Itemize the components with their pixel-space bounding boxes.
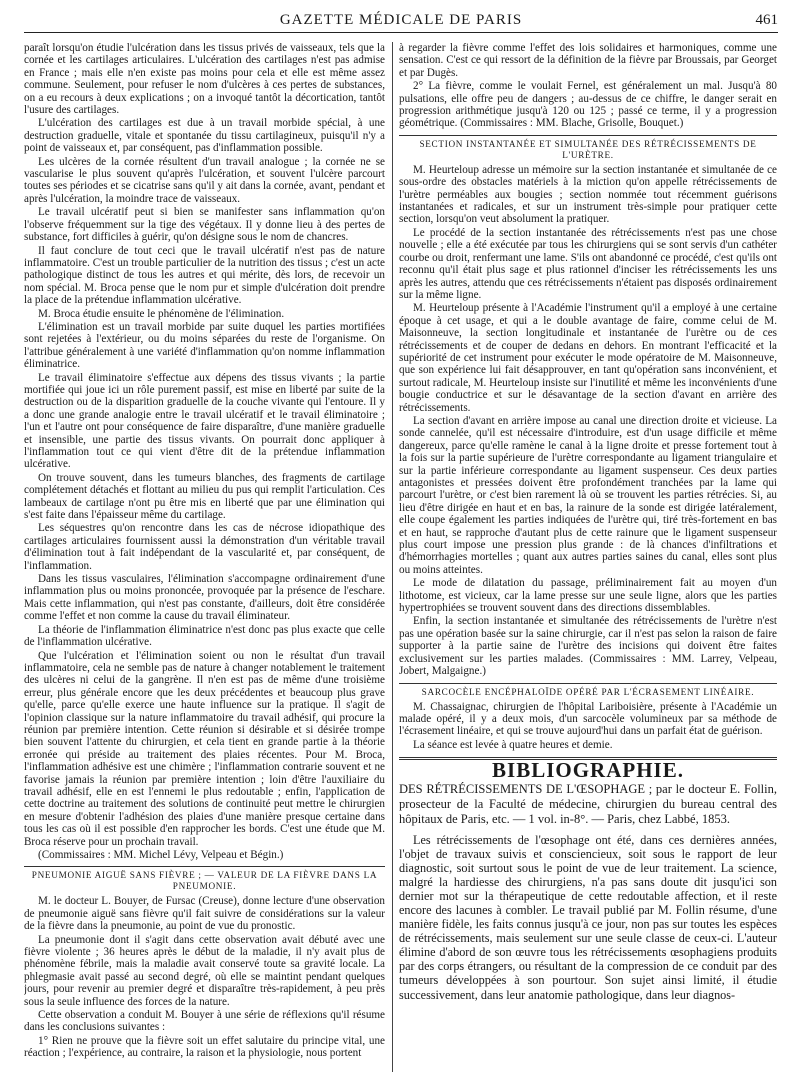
paragraph: M. le docteur L. Bouyer, de Fursac (Creuse), donne lecture d'une observation de pneumonie aiguë sans fièvre qu'il fait suivre de considérations sur la valeur de la fièvre dans la pneumonie, au point de vue du pronostic. [24,895,385,933]
bibliography-title: BIBLIOGRAPHIE. [492,758,684,783]
paragraph: Que l'ulcération et l'élimination soient ou non le résultat d'un travail inflammatoire, cela ne semble pas de nature à changer notablement le traitement des ulcères ni celui de la gangrène. Il n'en est pas de même d'une troisième erreur, plus générale encore que les deux précédentes et beaucoup plus grave qu'elle, parce qu'elle exerce une haute influence sur la pratique. Il s'agit de l'opinion classique sur la nature inflammatoire du travail adhésif, qui procure la réunion par première intention. Cette réunion si désirable et si désirée trompe bien souvent l'attente du chirurgien, et cela tient en grande partie à la théorie erronée qui préside au traitement des plaies récentes. Pour M. Broca, l'inflammation adhésive est une chimère ; l'inflammation contrarie souvent et ne favorise jamais la réunion par première intention ; loin d'être l'auxiliaire du travail adhésif, elle en est l'ennemi le plus redoutable ; enfin, l'application de cette doctrine au traitement des solutions de continuité peut mettre le chirurgien en mesure d'obtenir l'adhésion des plaies d'une manière presque certaine dans tous les cas où il est possible d'en rapprocher les bords. C'est une étude que M. Broca réserve pour un prochain travail. [24,649,385,848]
paragraph: L'élimination est un travail morbide par suite duquel les parties mortifiées sont rejetées à l'extérieur, ou du moins séparées du reste de l'organisme. On l'attribue généralement à une variété d'inflammation qu'on nomme inflammation éliminatrice. [24,320,385,371]
column-divider [392,42,393,1072]
paragraph: 1° Rien ne prouve que la fièvre soit un effet salutaire du principe vital, une réaction ; l'expérience, au contraire, la raison et la physiologie, nous portent [24,1034,385,1060]
section-heading: SECTION INSTANTANÉE ET SIMULTANÉE DES RÉTRÉCISSEMENTS DE L'URÈTRE. [399,135,777,161]
left-column [24,42,385,1074]
page-header [24,10,778,33]
paragraph: M. Chassaignac, chirurgien de l'hôpital Lariboisière, présente à l'Académie un malade opéré, il y a deux mois, d'un sarcocèle volumineux par sa méthode de l'écrasement linéaire, et qui se trouve aujourd'hui dans un parfait état de guérison. [399,700,777,738]
paragraph: On trouve souvent, dans les tumeurs blanches, des fragments de cartilage complétement détachés et flottant au milieu du pus qui remplit l'articulation. Ces lambeaux de cartilage n'ont pu être mis en liberté que par une élimination qui s'est faite dans l'épaisseur même du cartilage. [24,471,385,522]
paragraph: Le procédé de la section instantanée des rétrécissements n'est pas une chose nouvelle ; elle a été exécutée par tous les chirurgiens qui se sont servis d'un cathéter courbe ou droit, renfermant une lame. S'ils ont abandonné ce procédé, c'est qu'ils ont reconnu qu'il était plus sage et plus rationnel d'inciser les rétrécissements les uns après les autres, attendu que ces rétrécissements n'étaient pas disposés ordinairement sur la même ligne. [399,226,777,301]
paragraph: Les séquestres qu'on rencontre dans les cas de nécrose idiopathique des cartilages articulaires fournissent aussi la démonstration d'un véritable travail d'élimination tout à fait indépendant de la vascularité et, par conséquent, de l'inflammation. [24,522,385,572]
paragraph: Le mode de dilatation du passage, préliminairement fait au moyen d'un lithotome, est vicieux, car la lame presse sur une seule ligne, alors que les parties hypertrophiées se trouvent souvent dans des directions dissemblables. [399,577,777,615]
paragraph: M. Broca étudie ensuite le phénomène de l'élimination. [38,307,285,320]
paragraph: M. Heurteloup adresse un mémoire sur la section instantanée et simultanée de ce sous-ordre des obstacles matériels à la miction qu'on appelle rétrécissements de l'urètre perméables aux bougies ; section nommée tout récemment guérisons instantanées et radicales, et sur un instrument très-simple pour pratiquer cette section, lorsqu'on veut absolument la pratiquer. [399,163,777,226]
paragraph: Le travail éliminatoire s'effectue aux dépens des tissus vivants ; la partie mortifiée qui joue ici un rôle purement passif, est mise en liberté par suite de la destruction ou de la disparition graduelle de la couche vivante qui l'entoure. Il y a donc une grande analogie entre le travail ulcératif et le travail éliminatoire ; l'un et l'autre ont pour conséquence de faire disparaître, d'une manière graduelle et insensible, une partie des tissus vivants. On pourrait donc appliquer à l'inflammation tout ce qui vient d'être dit de la prétendue inflammation ulcérative. [24,371,385,471]
commission-note: (Commissaires : MM. Michel Lévy, Velpeau et Bégin.) [38,849,284,861]
paragraph: M. Heurteloup présente à l'Académie l'instrument qu'il a employé à une certaine époque à cet usage, et qui a le double avantage de faire, comme celui de M. Maisonneuve, la section longitudinale et instantanée de l'urètre ou de ces rétrécissements et de couper de dedans en dehors. En montrant l'efficacité et la supériorité de cet instrument pour exécuter le mode opératoire de M. Maisonneuve, que son expérience lui fait désapprouver, en tant qu'opération sans inconvénient, et surtout radicale, M. Heurteloup insiste sur l'inutilité et même les inconvénients d'une bougie conductrice et sur le désavantage de la section d'avant en arrière des rétrécissements. [399,302,777,414]
page-number: 461 [755,12,778,28]
paragraph: Enfin, la section instantanée et simultanée des rétrécissements de l'urètre n'est pas une opération basée sur la saine chirurgie, car il n'est pas selon la raison de faire supporter à la partie saine de l'urètre des incisions qui doivent être faites exclusivement sur les parties malades. (Commissaires : MM. Larrey, Velpeau, Jobert, Malgaigne.) [399,615,777,678]
paragraph: à regarder la fièvre comme l'effet des lois solidaires et harmoniques, comme une sensation. C'est ce qui ressort de la définition de la fièvre par Broussais, par Georget et par Dugès. [399,42,777,79]
paragraph: La section d'avant en arrière impose au canal une direction droite et vicieuse. La sonde cannelée, qu'il est nécessaire d'introduire, est d'un usage difficile et même dangereux, parce qu'elle ramène le canal à la ligne droite et presse fortement tout à la fois sur la partie supérieure de l'urètre correspondante au ligament triangulaire et sur la partie inférieure correspondante au ligament suspenseur. Ces deux parties antagonistes et pressées doivent être profondément tranchées par la lame qui parcourt l'urètre, or c'est bien rarement là où se trouvent les parties rétrécies. Si, au lieu d'être dirigée en haut et en bas, la rainure de la sonde est dirigée latéralement, elle coupe également les parties indiquées de l'urètre qui, tiré très-fortement en bas et en haut, se rapproche d'autant plus de cette rainure que le ligament suspenseur plus court impose une pression plus grande : de là chances d'infiltrations et d'hémorrhagies mortelles ; quant aux autres parties saines du canal, elles sont plus ou moins atteintes. [399,414,777,576]
paragraph: Dans les tissus vasculaires, l'élimination s'accompagne ordinairement d'une inflammation plus ou moins prononcée, provoquée par la présence de l'eschare. Mais cette inflammation, qui n'est pas constante, d'ailleurs, doit être considérée comme l'effet et non comme la cause du travail éliminateur. [24,573,385,623]
bibliography-review: Les rétrécissements de l'œsophage ont été, dans ces dernières années, l'objet de travaux suivis et consciencieux, soit sous le rapport de leur diagnostic, soit surtout sous le point de vue de leur traitement. La science, malgré la hardiesse des chirurgiens, n'a pas sans doute dit jusqu'ici son dernier mot sur la thérapeutique de cette redoutable affection, et il reste encore des lacunes à combler. Le travail publié par M. Follin résume, d'une manière fidèle, les faits connus jusqu'à ce jour, non pas sur toutes les espèces de rétrécissements, mais seulement sur une seule classe de ceux-ci. L'auteur élimine d'abord de son œuvre tous les rétrécissements œsophagiens produits par des corps étrangers, ou résultant de la compression de ce conduit par des tumeurs développées à son pourtour. Son sujet ainsi limité, il étudie successivement, dans leur anatomie pathologique, dans leur diagnos- [399,832,777,1002]
paragraph: Il faut conclure de tout ceci que le travail ulcératif n'est pas de nature inflammatoire. C'est un trouble particulier de la nutrition des tissus ; c'est un acte pathologique distinct de tous les autres et qui mérite, dès lors, de recevoir un nom spécial. M. Broca pense que le nom pur et simple d'ulcération doit prendre la place de la prétendue inflammation ulcérative. [24,244,385,307]
paragraph: La théorie de l'inflammation éliminatrice n'est donc pas plus exacte que celle de l'inflammation ulcérative. [24,623,385,649]
section-heading: PNEUMONIE AIGUË SANS FIÈVRE ; — VALEUR DE LA FIÈVRE DANS LA PNEUMONIE. [24,866,385,892]
paragraph: Cette observation a conduit M. Bouyer à une série de réflexions qu'il résume dans les conclusions suivantes : [24,1009,385,1034]
paragraph: paraît lorsqu'on étudie l'ulcération dans les tissus privés de vaisseaux, tels que la cornée et les cartilages articulaires. L'ulcération des cartilages n'est pas admise en France ; mais elle n'en existe pas moins pour cela et elle est même assez commune. Seulement, pour refuser le nom d'ulcères à ces pertes de substances, on a eu recours à deux explications ; on a invoqué tantôt la décortication, tantôt l'usure des cartilages. [24,42,385,117]
paragraph: Les ulcères de la cornée résultent d'un travail analogue ; la cornée ne se vascularise le plus souvent qu'après l'ulcération, et souvent l'ulcère parcourt toutes ses périodes et se cicatrise sans qu'il y ait dans la cornée, avant, pendant et après l'ulcération, la moindre trace de vaisseaux. [24,155,385,205]
paragraph: L'ulcération des cartilages est due à un travail morbide spécial, à une destruction graduelle, vitale et spontanée du tissu cartilagineux, puisqu'il n'y a point de vaisseaux et, par conséquent, pas d'inflammation possible. [24,117,385,155]
paragraph: La pneumonie dont il s'agit dans cette observation avait débuté avec une fièvre violente ; 36 heures après le début de la maladie, il n'y avait plus de phénomène fébrile, mais la maladie avait conservé toute sa gravité locale. La phlegmasie avait passé au second degré, où elle se maintint pendant quelques jours, pour revenir au premier degré et disparaître très-rapidement, à peu près sous la seule influence des forces de la nature. [24,933,385,1008]
section-heading: SARCOCÈLE ENCÉPHALOÏDE OPÉRÉ PAR L'ÉCRASEMENT LINÉAIRE. [399,683,777,698]
paragraph: Le travail ulcératif peut si bien se manifester sans inflammation qu'on l'observe fréquemment sur la tige des végétaux. Il y donne lieu à des pertes de substance, fort difficiles à guérir, qu'on désigne sous le nom de chancres. [24,206,385,244]
paragraph: 2° La fièvre, comme le voulait Fernel, est généralement un mal. Jusqu'à 80 pulsations, elle offre peu de dangers ; au-dessus de ce chiffre, le danger serait en progression arithmétique jusqu'à 120 ou 125 ; passé ce terme, il y a progression géométrique. (Commissaires : MM. Blache, Grisolle, Bouquet.) [399,80,777,130]
paragraph: La séance est levée à quatre heures et demie. [413,738,613,751]
bibliography-entry: DES RÉTRÉCISSEMENTS DE L'ŒSOPHAGE ; par le docteur E. Follin, prosecteur de la Faculté de médecine, chirurgien du bureau central des hôpitaux de Paris, etc. — 1 vol. in-8°. — Paris, chez Labbé, 1853. [399,781,777,826]
right-column [399,42,777,1074]
journal-title: GAZETTE MÉDICALE DE PARIS [279,12,523,28]
